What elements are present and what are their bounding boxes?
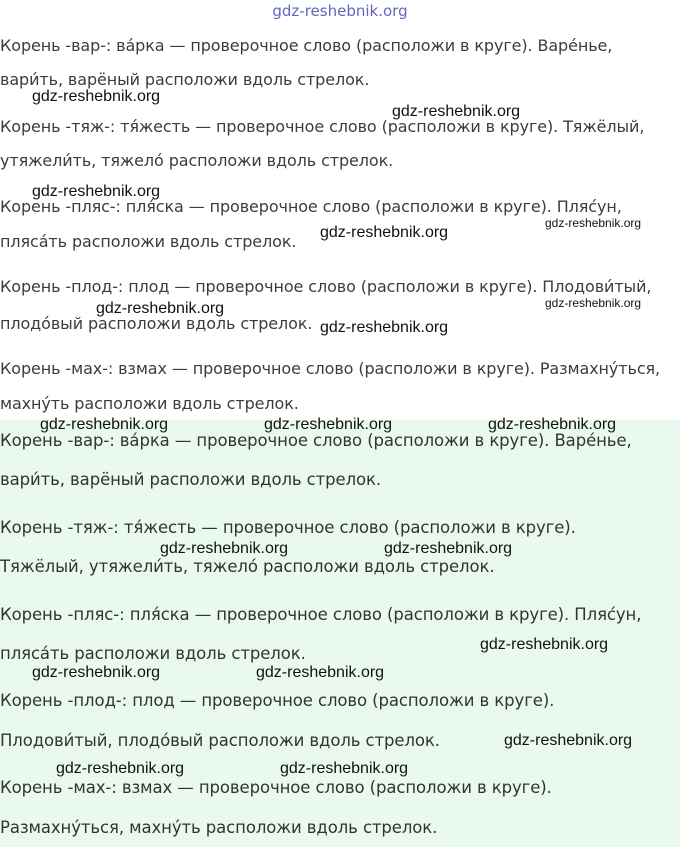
- answer-line: Размахну́ться, махну́ть расположи вдоль стрелок.: [0, 818, 438, 837]
- answer-line: утяжели́ть, тяжело́ расположи вдоль стрелок.: [0, 151, 394, 170]
- top-site-watermark: gdz-reshebnik.org: [272, 2, 408, 20]
- watermark: gdz-reshebnik.org: [32, 664, 161, 681]
- answer-line: вари́ть, варёный расположи вдоль стрелок.: [0, 70, 370, 89]
- answer-line: Корень -мах-: взмах — проверочное слово (расположи в круге). Размахну́ться,: [0, 359, 661, 378]
- answer-line: вари́ть, варёный расположи вдоль стрелок.: [0, 470, 382, 489]
- watermark: gdz-reshebnik.org: [384, 540, 513, 557]
- watermark: gdz-reshebnik.org: [280, 760, 409, 777]
- answer-line: махну́ть расположи вдоль стрелок.: [0, 394, 299, 413]
- answer-line: Корень -тяж-: тя́жесть — проверочное слово (расположи в круге).: [0, 518, 576, 537]
- answer-section-second: [0, 420, 680, 847]
- answer-line: пляса́ть расположи вдоль стрелок.: [0, 644, 306, 663]
- watermark: gdz-reshebnik.org: [32, 183, 161, 200]
- answer-line: Тяжёлый, утяжели́ть, тяжело́ расположи вдоль стрелок.: [0, 557, 495, 576]
- answer-line: плодо́вый расположи вдоль стрелок.: [0, 314, 313, 333]
- watermark: gdz-reshebnik.org: [32, 88, 161, 105]
- answer-line: Корень -плод-: плод — проверочное слово (расположи в круге). Плодови́тый,: [0, 277, 652, 296]
- watermark: gdz-reshebnik.org: [96, 300, 225, 317]
- answer-line: Корень -плод-: плод — проверочное слово (расположи в круге).: [0, 691, 555, 710]
- watermark: gdz-reshebnik.org: [545, 216, 642, 230]
- answer-line: Корень -пляс-: пля́ска — проверочное слово (расположи в круге). Пляс́ун,: [0, 605, 642, 624]
- answer-line: пляса́ть расположи вдоль стрелок.: [0, 232, 297, 251]
- answer-line: Корень -тяж-: тя́жесть — проверочное слово (расположи в круге). Тяжёлый,: [0, 117, 645, 136]
- watermark: gdz-reshebnik.org: [256, 664, 385, 681]
- watermark: gdz-reshebnik.org: [392, 103, 521, 120]
- answer-line: Корень -мах-: взмах — проверочное слово (расположи в круге).: [0, 778, 552, 797]
- watermark: gdz-reshebnik.org: [160, 540, 289, 557]
- watermark: gdz-reshebnik.org: [545, 296, 642, 310]
- answer-line: Корень -вар-: ва́рка — проверочное слово (расположи в круге). Варе́нье,: [0, 431, 632, 450]
- watermark: gdz-reshebnik.org: [40, 416, 169, 433]
- watermark: gdz-reshebnik.org: [264, 416, 393, 433]
- watermark: gdz-reshebnik.org: [488, 416, 617, 433]
- watermark: gdz-reshebnik.org: [320, 319, 449, 336]
- answer-line: Корень -вар-: ва́рка — проверочное слово (расположи в круге). Варе́нье,: [0, 36, 613, 55]
- answer-line: Корень -пляс-: пля́ска — проверочное слово (расположи в круге). Пляс́ун,: [0, 197, 622, 216]
- watermark: gdz-reshebnik.org: [504, 732, 633, 749]
- watermark: gdz-reshebnik.org: [56, 760, 185, 777]
- watermark: gdz-reshebnik.org: [320, 224, 449, 241]
- answer-section-first: [0, 0, 680, 420]
- watermark: gdz-reshebnik.org: [480, 636, 609, 653]
- answer-line: Плодови́тый, плодо́вый расположи вдоль стрелок.: [0, 731, 440, 750]
